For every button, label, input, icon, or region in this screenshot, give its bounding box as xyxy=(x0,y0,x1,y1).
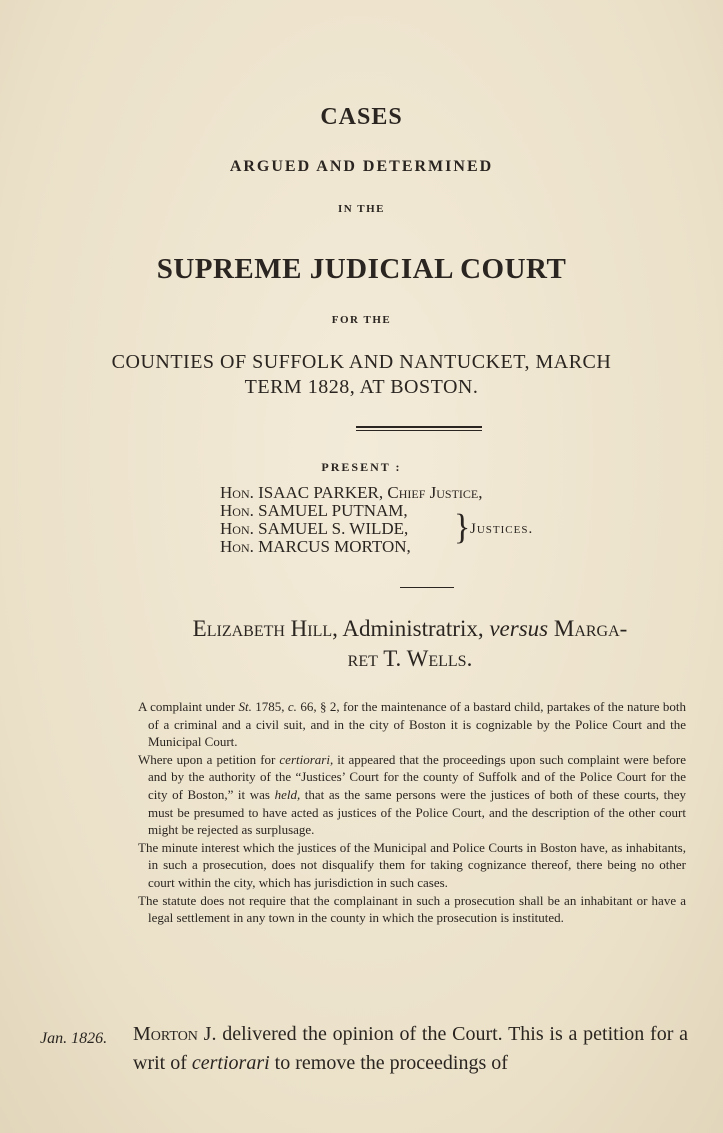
headnote-text: 1785, xyxy=(255,699,285,714)
headnote-3: The minute interest which the justices of the Municipal and Police Courts in Boston have, as inhabitants, in such a prosecution, does not disqualify them for taking cognizance thereof, there being no other court within the city, which has jurisdiction in such cases. xyxy=(138,839,686,890)
margin-date: Jan. 1826. xyxy=(40,1030,108,1047)
headnote-text: 66, § 2, for the maintenance of a bastard child, partakes of the nature both of a criminal and a civil suit, and in the city of Boston it is cognizable by the Police Court and the Municipal Court. xyxy=(148,699,687,750)
chapter-cite: c. xyxy=(287,699,297,714)
plaintiff: Elizabeth Hill, xyxy=(192,616,338,641)
defendant-part-2: ret T. Wells. xyxy=(347,646,473,671)
plaintiff-role: Administratrix, xyxy=(342,616,484,641)
present-label: PRESENT : xyxy=(321,460,402,474)
versus: versus xyxy=(489,616,549,641)
justice-row xyxy=(220,520,483,538)
short-rule xyxy=(400,587,454,588)
opinion-body: to remove the proceedings of xyxy=(274,1052,508,1074)
defendant-part-1: Marga- xyxy=(553,616,628,641)
justice-name: SAMUEL S. WILDE, xyxy=(258,519,409,538)
hon-title: Hon. xyxy=(220,519,254,538)
headnote-text: A complaint under xyxy=(138,699,236,714)
certiorari-term: certiorari, xyxy=(279,751,334,767)
brace-icon: } xyxy=(454,508,471,547)
headnote-4: The statute does not require that the complainant in such a prosecution shall be an inhabitant or have a legal settlement in any town in the county in which the prosecution is instituted. xyxy=(138,892,686,926)
case-title xyxy=(140,614,680,674)
justice-row xyxy=(220,502,483,520)
subtitle-argued: ARGUED AND DETERMINED xyxy=(229,158,494,175)
certiorari-term: certiorari xyxy=(191,1052,270,1074)
chief-justice-role: Chief Justice, xyxy=(387,483,483,502)
justice-name: SAMUEL PUTNAM, xyxy=(258,501,408,520)
opinion-body: delivered the opinion of the Court. This is a petition for a writ of xyxy=(133,1023,688,1074)
counties-line-2: TERM 1828, AT BOSTON. xyxy=(244,376,479,398)
in-the-label: IN THE xyxy=(337,203,385,215)
headnote-1 xyxy=(138,698,686,751)
headnotes xyxy=(138,698,686,927)
headnote-2 xyxy=(138,751,686,839)
justices-role: Justices. xyxy=(470,521,534,537)
headnote-text: that as the same persons were the justices of both of these courts, they must be presumed to have acted as justices of the Police Court, and the description of the other court might be rejected as surplusage. xyxy=(148,786,687,838)
headnote-text: Where upon a petition for xyxy=(138,751,276,767)
justice-name: ISAAC PARKER, xyxy=(258,483,384,502)
statute-cite: St. xyxy=(238,699,252,714)
title-cases: CASES xyxy=(320,104,403,130)
hon-title: Hon. xyxy=(220,483,254,502)
for-the-label: FOR THE xyxy=(331,314,392,326)
judge-name: Morton J. xyxy=(133,1023,217,1045)
justice-row xyxy=(220,484,483,502)
hon-title: Hon. xyxy=(220,537,254,556)
justice-name: MARCUS MORTON, xyxy=(258,537,411,556)
justice-row xyxy=(220,538,483,556)
headnote-text: it appeared that the proceedings upon such complaint were before and by the authority of the “Justices’ Court for the county of Suffolk and of the Police Court for the city of Boston,” it was xyxy=(148,751,687,802)
ornamental-rule xyxy=(356,426,482,431)
hon-title: Hon. xyxy=(220,501,254,520)
justices-list xyxy=(220,484,483,556)
opinion-text xyxy=(133,1020,688,1078)
counties-line-1: COUNTIES OF SUFFOLK AND NANTUCKET, MARCH xyxy=(111,351,612,373)
counties-term xyxy=(0,350,723,400)
held-term: held, xyxy=(274,786,301,802)
court-name: SUPREME JUDICIAL COURT xyxy=(156,253,567,285)
